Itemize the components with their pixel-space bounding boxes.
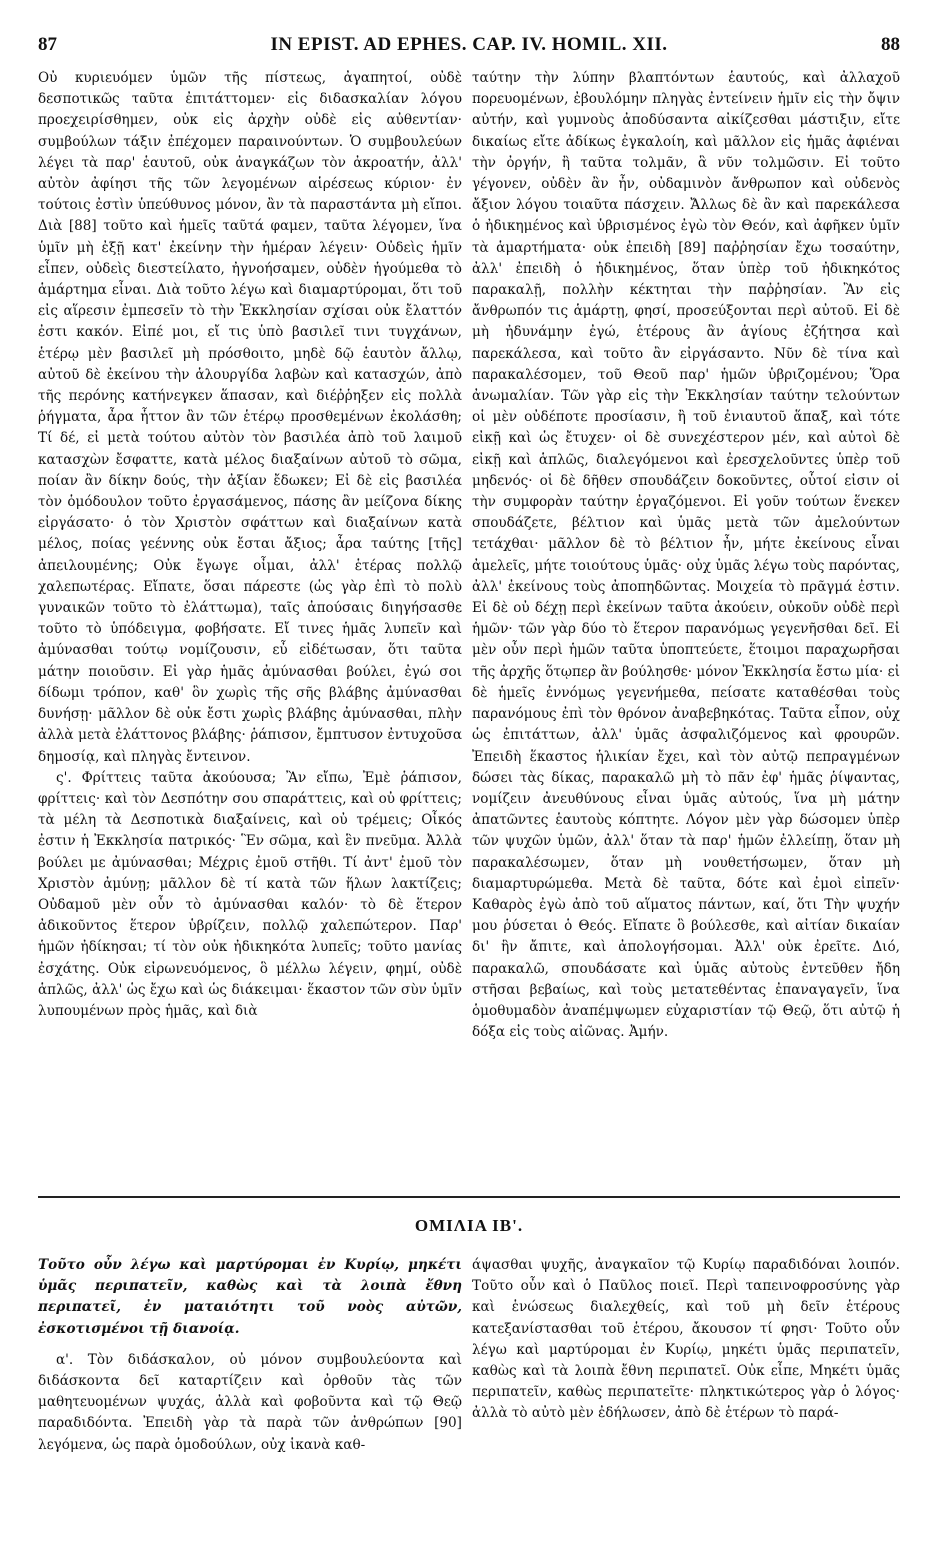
lower-right-column bbox=[472, 1255, 900, 1425]
paragraph: α'. Τὸν διδάσκαλον, οὐ μόνον συμβουλεύοντα καὶ διδάσκοντα δεῖ καταρτίζειν καὶ ὀρθοῦν τὰς τῶν μαθητευομένων ψυχάς, ἀλλὰ καὶ φοβοῦντα καὶ τῷ Θεῷ παραδιδόντα. Ἐπειδὴ γὰρ τὰ παρὰ τῶν ἀνθρώπων [90] λεγόμενα, ὡς παρὰ ὁμοδούλων, οὐχ ἱκανὰ καθ- bbox=[38, 1351, 462, 1453]
running-title: IN EPIST. AD EPHES. CAP. IV. HOMIL. XII. bbox=[270, 34, 668, 55]
paragraph: άψασθαι ψυχῆς, ἀναγκαῖον τῷ Κυρίῳ παραδιδόναι λοιπόν. Τοῦτο οὖν καὶ ὁ Παῦλος ποιεῖ. Περὶ ταπεινοφροσύνης γὰρ καὶ ἑνώσεως διαλεχθείς, καὶ τοῦ μὴ δεῖν ἑτέρους κατεξανίστασθαι τοῦ ἑτέρου, ἄκουσον τί φησι· Τοῦτο οὖν λέγω καὶ μαρτύρομαι ἐν Κυρίῳ, μηκέτι ὑμᾶς περιπατεῖν, καθὼς καὶ τὰ λοιπὰ ἔθνη περιπατεῖ. Οὐκ εἶπε, Μηκέτι ὑμᾶς περιπατεῖν, καθὼς περιπατεῖτε· πληκτικώτερος γὰρ ὁ λόγος· ἀλλὰ τὸ αὐτὸ μὲν ἐδήλωσεν, ἀπὸ δὲ ἑτέρων τὸ παρά- bbox=[472, 1257, 900, 1422]
paragraph: ταύτην τὴν λύπην βλαπτόντων ἑαυτούς, καὶ ἀλλαχοῦ πορευομένων, ἐβουλόμην πληγὰς ἐντείνειν ἡμῖν εἰς τὴν ὄψιν αὐτήν, καὶ γυμνοὺς ἀποδύσαντα αἰκίζεσθαι μάστιξιν, εἴτε δικαίως εἴτε ἀδίκως ἐγκαλοίη, καὶ μᾶλλον εἰς ἡμᾶς ἀφιέναι τὴν ὀργήν, ἢ ταῦτα τολμᾶν, ἃ νῦν τολμῶσιν. Εἰ τοῦτο γέγονεν, οὐδὲν ἂν ἦν, οὐδαμινὸν ἄνθρωπον καὶ οὐδενὸς ἄξιον λόγου τοιαῦτα πάσχειν. Ἄλλως δὲ ἂν καὶ παρεκάλεσα ὁ ἠδικημένος καὶ ὑβρισμένος ἐγὼ τὸν Θεόν, καὶ ἀφῆκεν ὑμῖν τὰ ἁμαρτήματα· οὐκ ἐπειδὴ [89] παῤῥησίαν ἔχω τοσαύτην, ἀλλ' ἐπειδὴ ὁ ἠδικημένος, ὅταν ὑπὲρ τοῦ ἠδικηκότος παρακαλῇ, πολλὴν κέκτηται τὴν παῤῥησίαν. Ἂν εἰς ἄνθρωπόν τις ἁμάρτῃ, φησί, προσεύξονται περὶ αὐτοῦ. Εἰ δὲ μὴ ἠδυνάμην ἐγώ, ἑτέρους ἂν ἁγίους ἐζήτησα καὶ παρεκάλεσα, καὶ τοῦτο ἂν εἰργάσαντο. Νῦν δὲ τίνα καὶ παρακαλέσομεν, τοῦ Θεοῦ παρ' ἡμῶν ὑβριζομένου; Ὅρα ἀνωμαλίαν. Τῶν γὰρ εἰς τὴν Ἐκκλησίαν ταύτην τελούντων οἱ μὲν οὐδέποτε προσίασιν, ἢ τοῦ ἐνιαυτοῦ ἅπαξ, καὶ τότε εἰκῇ καὶ ὡς ἔτυχεν· οἱ δὲ συνεχέστερον μέν, καὶ αὐτοὶ δὲ εἰκῇ καὶ ἁπλῶς, διαλεγόμενοι καὶ ἐρεσχελοῦντες ὑπὲρ τοῦ μηδενός· οἱ δὲ δῆθεν σπουδάζειν δοκοῦντες, οὗτοί εἰσιν οἱ τὴν συμφορὰν ταύτην ἐργαζόμενοι. Εἰ γοῦν τούτων ἕνεκεν σπουδάζετε, βέλτιον καὶ ὑμᾶς μετὰ τῶν ἀμελούντων τετάχθαι· μᾶλλον δὲ τὸ βέλτιον ἦν, μήτε ἐκείνους εἶναι ἀμελεῖς, μήτε τοιούτους ὑμᾶς· οὐχ ὑμᾶς λέγω τοὺς παρόντας, ἀλλ' ἐκείνους τοὺς ἀποπηδῶντας. Μοιχεία τὸ πρᾶγμά ἐστιν. Εἰ δὲ οὐ δέχῃ περὶ ἐκείνων ταῦτα ἀκούειν, οὐκοῦν οὐδὲ περὶ ἡμῶν· τῶν γὰρ δύο τὸ ἕτερον παρανόμως γεγενῆσθαι δεῖ. Εἰ μὲν οὖν περὶ ἡμῶν ταῦτα ὑποπτεύετε, ἕτοιμοι παραχωρῆσαι τῆς ἀρχῆς ὅτῳπερ ἂν βούλησθε· μόνον Ἐκκλησία ἔστω μία· εἰ δὲ ἡμεῖς ἐννόμως γεγενήμεθα, πείσατε καταθέσθαι τοὺς παρανόμους ἐπὶ τὸν θρόνον ἀναβεβηκότας. Ταῦτα εἶπον, οὐχ ὡς ἐπιτάττων, ἀλλ' ὑμᾶς ἀσφαλιζόμενος καὶ φρουρῶν. Ἐπειδὴ ἕκαστος ἡλικίαν ἔχει, καὶ τὸν αὐτῷ πεπραγμένων δώσει τὰς δίκας, παρακαλῶ μὴ τὸ πᾶν ἐφ' ἡμᾶς ῥίψαντας, νομίζειν ἀνευθύνους εἶναι ὑμᾶς αὐτούς, ἵνα μὴ μάτην ἀπατῶντες ἑαυτοὺς κόπτητε. Λόγον μὲν γὰρ δώσομεν ὑπὲρ τῶν ψυχῶν ὑμῶν, ἀλλ' ὅταν τὰ παρ' ἡμῶν ἐλλείπῃ, ὅταν μὴ παρακαλέσωμεν, ὅταν μὴ νουθετήσωμεν, ὅταν μὴ διαμαρτυρώμεθα. Μετὰ δὲ ταῦτα, δότε καὶ ἐμοὶ εἰπεῖν· Καθαρὸς ἐγὼ ἀπὸ τοῦ αἵματος πάντων, καί, ὅτι Τὴν ψυχήν μου ῥύσεται ὁ Θεός. Εἴπατε ὃ βούλεσθε, καὶ αἰτίαν δικαίαν δι' ἣν ἄπιτε, καὶ ἀπολογήσομαι. Ἀλλ' οὐκ ἐρεῖτε. Διό, παρακαλῶ, σπουδάσατε καὶ ὑμᾶς αὐτοὺς ἐντεῦθεν ἤδη στῆσαι βεβαίως, καὶ τοὺς μετατεθέντας ἐπαναγαγεῖν, ἵνα ὁμοθυμαδὸν ἀναπέμψωμεν εὐχαριστίαν τῷ Θεῷ, ὅτι αὐτῷ ἡ δόξα εἰς τοὺς αἰῶνας. Ἀμήν. bbox=[472, 70, 900, 1041]
upper-left-column bbox=[38, 68, 462, 1022]
upper-right-column bbox=[472, 68, 900, 1043]
lower-left-column bbox=[38, 1255, 462, 1456]
page-number-right: 88 bbox=[881, 34, 900, 55]
running-header bbox=[38, 34, 900, 58]
homily-title: ΟΜΙΛΙΑ ΙΒ'. bbox=[414, 1216, 524, 1235]
scripture-lemma: Τοῦτο οὖν λέγω καὶ μαρτύρομαι ἐν Κυρίῳ, μηκέτι ὑμᾶς περιπατεῖν, καθὼς καὶ τὰ λοιπὰ ἔθνη περιπατεῖ, ἐν ματαιότητι τοῦ νοὸς αὐτῶν, ἐσκοτισμένοι τῇ διανοίᾳ. bbox=[38, 1257, 462, 1337]
paragraph: Οὐ κυριευόμεν ὑμῶν τῆς πίστεως, ἀγαπητοί, οὐδὲ δεσποτικῶς ταῦτα ἐπιτάττομεν· εἰς διδασκαλίαν λόγου προεχειρίσθημεν, οὐκ εἰς ἀρχὴν οὐδὲ εἰς αὐθεντίαν· συμβούλων τάξιν ἐπέχομεν παραινούντων. Ὁ συμβουλεύων λέγει τὰ παρ' ἑαυτοῦ, οὐκ ἀναγκάζων τὸν ἀκροατήν, ἀλλ' αὐτὸν ἀφίησι τῆς τῶν λεγομένων αἱρέσεως κύριον· ἐν τούτοις ἐστὶν ὑπεύθυνος μόνον, ἂν τὰ παραστάντα μὴ εἴποι. Διὰ [88] τοῦτο καὶ ἡμεῖς ταῦτά φαμεν, ταῦτα λέγομεν, ἵνα ὑμῖν μὴ ἐξῇ κατ' ἐκείνην τὴν ἡμέραν λέγειν· Οὐδεὶς ἡμῖν εἶπεν, οὐδεὶς διεστείλατο, ἠγνοήσαμεν, οὐδὲν ἡγούμεθα τὸ ἁμάρτημα εἶναι. Διὰ τοῦτο λέγω καὶ διαμαρτύρομαι, ὅτι τοῦ εἰς αἵρεσιν ἐμπεσεῖν τὸ τὴν Ἐκκλησίαν σχίσαι οὐκ ἔλαττόν ἐστι κακόν. Εἰπέ μοι, εἴ τις ὑπὸ βασιλεῖ τινι τυγχάνων, ἑτέρῳ μὲν βασιλεῖ μὴ πρόσθοιτο, μηδὲ δῷ ἑαυτὸν ἄλλῳ, αὐτοῦ δὲ ἐκείνου τὴν ἁλουργίδα λαβὼν καὶ κατασχών, ἀπὸ τῆς περόνης κατήνεγκεν ἅπασαν, καὶ διέῤῥηξεν εἰς πολλὰ ῥήγματα, ἆρα ἧττον ἂν τῶν ἑτέρῳ προσθεμένων ἐκολάσθη; Τί δέ, εἰ μετὰ τούτου αὐτὸν τὸν βασιλέα ἀπὸ τοῦ λαιμοῦ κατασχὼν ἔσφαττε, κατὰ μέλος διαξαίνων αὐτοῦ τὸ σῶμα, ποίαν ἂν δίκην δούς, τὴν ἀξίαν ἔδωκεν; Εἰ δὲ εἰς βασιλέα τὸν ὁμόδουλον τοῦτο ἐργασάμενος, πάσης ἂν μείζονα δίκης εἰργάσατο· ὁ τὸν Χριστὸν σφάττων καὶ διαξαίνων κατὰ μέλος, ποίας γεέννης οὐκ ἔσται ἄξιος; ἆρα ταύτης [τῆς] ἀπειλουμένης; Οὐκ ἔγωγε οἶμαι, ἀλλ' ἑτέρας πολλῷ χαλεπωτέρας. Εἴπατε, ὅσαι πάρεστε (ὡς γὰρ ἐπὶ τὸ πολὺ γυναικῶν τοῦτο τὸ ἐλάττωμα), ταῖς ἀπούσαις διηγήσασθε τοῦτο τὸ ὑπόδειγμα, φοβήσατε. Εἴ τινες ἡμᾶς λυπεῖν καὶ ἀμύνασθαι τούτῳ νομίζουσιν, εὖ εἰδέτωσαν, ὅτι ταῦτα μάτην ποιοῦσιν. Εἰ γὰρ ἡμᾶς ἀμύνασθαι βούλει, ἐγώ σοι δίδωμι τρόπον, καθ' ὃν χωρὶς τῆς σῆς βλάβης ἀμύνασθαι δυνήσῃ· μᾶλλον δὲ οὐκ ἔστι χωρὶς βλάβης ἀμύνασθαι, πλὴν ἀλλὰ μετὰ ἐλάττονος βλάβης· ῥάπισον, ἔμπτυσον ἐντυχοῦσα δημοσίᾳ, καὶ πληγὰς ἔντεινον. bbox=[38, 70, 462, 765]
spacer bbox=[38, 1340, 462, 1350]
paragraph: ς'. Φρίττεις ταῦτα ἀκούουσα; Ἂν εἴπω, Ἐμὲ ῥάπισον, φρίττεις· καὶ τὸν Δεσπότην σου σπαράττεις, καὶ οὐ φρίττεις; τὰ μέλη τὰ Δεσποτικὰ διαξαίνεις, καὶ οὐ τρέμεις; Οἶκός ἐστιν ἡ Ἐκκλησία πατρικός· Ἓν σῶμα, καὶ ἓν πνεῦμα. Ἀλλὰ βούλει με ἀμύνασθαι; Μέχρις ἐμοῦ στῆθι. Τί ἀντ' ἐμοῦ τὸν Χριστὸν ἀμύνῃ; μᾶλλον δὲ τί κατὰ τῶν ἥλων λακτίζεις; Οὐδαμοῦ μὲν οὖν τὸ ἀμύνασθαι καλόν· τὸ δὲ ἕτερον ἀδικοῦντος ἕτερον ὑβρίζειν, πολλῷ χαλεπώτερον. Παρ' ἡμῶν ἠδίκησαι; τί τὸν οὐκ ἠδικηκότα λυπεῖς; τοῦτο μανίας ἐσχάτης. Οὐκ εἰρωνευόμενος, ὃ μέλλω λέγειν, φημί, οὐδὲ ἁπλῶς, ἀλλ' ὡς ἔχω καὶ ὡς διάκειμαι· ἕκαστον τῶν σὺν ὑμῖν λυπουμένων πρὸς ἡμᾶς, καὶ διὰ bbox=[38, 769, 462, 1019]
page-number-left: 87 bbox=[38, 34, 57, 55]
section-divider bbox=[38, 1196, 900, 1198]
